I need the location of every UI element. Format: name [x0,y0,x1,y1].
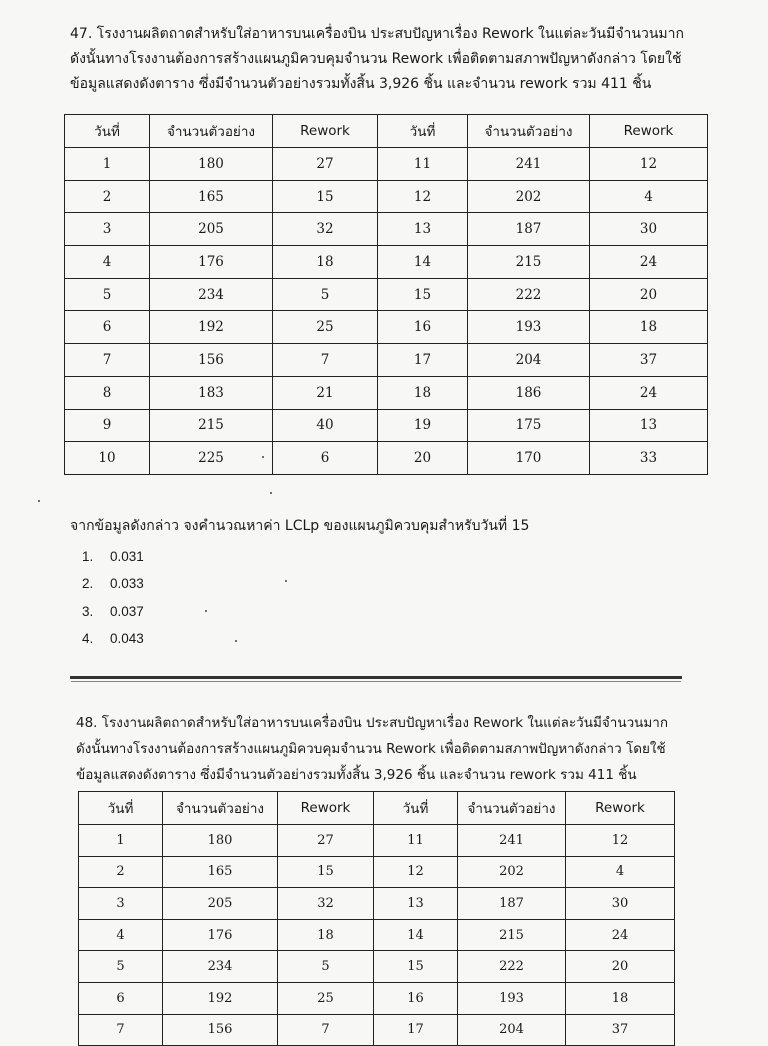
table-cell: 215 [458,919,566,951]
scan-speck [235,640,237,642]
table-cell: 8 [65,376,150,409]
answer-choice [82,576,144,603]
table-row [79,951,675,983]
table-cell: 16 [378,311,468,344]
table-cell: 12 [378,180,468,213]
table-row [79,1014,675,1046]
table-cell: 165 [163,856,278,888]
question-48-table [78,791,675,1046]
table-row [65,278,708,311]
table-row [65,246,708,279]
table-cell: 15 [378,278,468,311]
table-cell: 13 [374,888,458,920]
table-cell: 186 [468,376,590,409]
table-cell: 5 [273,278,378,311]
table-cell: 14 [378,246,468,279]
question-48-table-header [79,792,675,825]
answer-choice [82,631,144,658]
table-cell: 21 [273,376,378,409]
column-header: Rework [590,115,708,148]
table-cell: 4 [566,856,675,888]
column-header: จำนวนตัวอย่าง [150,115,273,148]
table-cell: 202 [458,856,566,888]
table-cell: 25 [273,311,378,344]
table-cell: 11 [374,825,458,857]
table-cell: 7 [65,344,150,377]
table-cell: 17 [374,1014,458,1046]
table-cell: 193 [458,982,566,1014]
question-47-table-body [65,148,708,475]
table-row [79,919,675,951]
choice-value: 0.031 [110,549,144,564]
table-cell: 27 [278,825,374,857]
answer-choice [82,549,144,576]
question-47-table-header [65,115,708,148]
table-cell: 18 [278,919,374,951]
table-cell: 20 [378,442,468,475]
table-cell: 24 [566,919,675,951]
table-cell: 1 [65,148,150,181]
table-cell: 170 [468,442,590,475]
table-cell: 215 [150,409,273,442]
table-cell: 5 [65,278,150,311]
table-cell: 2 [79,856,163,888]
table-cell: 18 [590,311,708,344]
section-divider [70,676,682,679]
choice-number: 2. [82,576,94,592]
table-row [79,856,675,888]
column-header: วันที่ [65,115,150,148]
table-cell: 6 [273,442,378,475]
question-47-prompt-text: จากข้อมูลดังกล่าว จงคำนวณหาค่า LCLp ของแผนภูมิควบคุมสำหรับวันที่ 15 [70,518,530,534]
table-cell: 15 [273,180,378,213]
table-cell: 241 [458,825,566,857]
choice-number: 1. [82,549,94,564]
table-cell: 156 [163,1014,278,1046]
table-cell: 6 [65,311,150,344]
scan-speck [270,492,272,494]
table-cell: 18 [378,376,468,409]
table-cell: 192 [150,311,273,344]
column-header: จำนวนตัวอย่าง [163,792,278,825]
table-cell: 20 [566,951,675,983]
choice-value: 0.037 [110,603,144,619]
table-cell: 180 [150,148,273,181]
table-cell: 24 [590,376,708,409]
table-cell: 12 [374,856,458,888]
table-cell: 30 [566,888,675,920]
table-cell: 156 [150,344,273,377]
table-row [65,148,708,181]
table-cell: 16 [374,982,458,1014]
table-cell: 30 [590,213,708,246]
table-row [65,213,708,246]
table-cell: 18 [273,246,378,279]
table-cell: 202 [468,180,590,213]
table-cell: 176 [150,246,273,279]
choice-number: 4. [82,630,94,646]
table-row [65,311,708,344]
table-cell: 234 [150,278,273,311]
table-cell: 7 [278,1014,374,1046]
scan-speck [205,610,207,612]
table-cell: 18 [566,982,675,1014]
table-cell: 193 [468,311,590,344]
question-47-line-1: 47. โรงงานผลิตถาดสำหรับใส่อาหารบนเครื่องบิน ประสบปัญหาเรื่อง Rework ในแต่ละวันมีจำนวนมาก [70,26,684,42]
column-header: Rework [566,792,675,825]
table-cell: 19 [378,409,468,442]
table-cell: 14 [374,919,458,951]
column-header: จำนวนตัวอย่าง [458,792,566,825]
choice-number: 3. [82,603,94,619]
table-row [79,825,675,857]
answer-choice [82,604,144,631]
question-47-table [64,114,708,475]
table-row [65,344,708,377]
table-cell: 215 [468,246,590,279]
table-cell: 176 [163,919,278,951]
table-cell: 234 [163,951,278,983]
question-48-table-body [79,825,675,1046]
column-header: จำนวนตัวอย่าง [468,115,590,148]
column-header: Rework [278,792,374,825]
table-cell: 11 [378,148,468,181]
table-cell: 187 [458,888,566,920]
table-cell: 1 [79,825,163,857]
question-47-choices [82,549,144,658]
table-cell: 12 [566,825,675,857]
table-cell: 24 [590,246,708,279]
table-cell: 183 [150,376,273,409]
table-cell: 20 [590,278,708,311]
table-cell: 15 [374,951,458,983]
table-cell: 4 [79,919,163,951]
table-cell: 6 [79,982,163,1014]
question-48-text [76,710,726,788]
question-47-text [70,22,720,97]
table-cell: 4 [65,246,150,279]
question-47-prompt [70,515,710,537]
table-cell: 241 [468,148,590,181]
table-cell: 17 [378,344,468,377]
question-48-line-2: ดังนั้นทางโรงงานต้องการสร้างแผนภูมิควบคุมจำนวน Rework เพื่อติดตามสภาพปัญหาดังกล่าว โดยใช้ [76,741,666,757]
table-cell: 4 [590,180,708,213]
question-48-line-3: ข้อมูลแสดงดังตาราง ซึ่งมีจำนวนตัวอย่างรวมทั้งสิ้น 3,926 ชิ้น และจำนวน rework รวม 411 ชิ้น [76,767,637,783]
table-cell: 180 [163,825,278,857]
table-cell: 222 [468,278,590,311]
scan-speck [38,500,40,502]
table-cell: 2 [65,180,150,213]
table-cell: 27 [273,148,378,181]
table-cell: 32 [273,213,378,246]
table-cell: 13 [590,409,708,442]
table-cell: 175 [468,409,590,442]
column-header: Rework [273,115,378,148]
choice-value: 0.043 [110,630,144,646]
table-cell: 205 [150,213,273,246]
table-cell: 37 [566,1014,675,1046]
table-row [65,409,708,442]
table-cell: 192 [163,982,278,1014]
column-header: วันที่ [374,792,458,825]
choice-value: 0.033 [110,576,144,592]
scan-speck [285,580,287,582]
table-cell: 5 [278,951,374,983]
table-cell: 204 [458,1014,566,1046]
table-cell: 7 [79,1014,163,1046]
table-cell: 7 [273,344,378,377]
table-cell: 5 [79,951,163,983]
table-row [65,442,708,475]
table-cell: 25 [278,982,374,1014]
scan-speck [262,456,264,458]
table-cell: 13 [378,213,468,246]
table-cell: 15 [278,856,374,888]
table-row [79,982,675,1014]
table-cell: 187 [468,213,590,246]
column-header: วันที่ [378,115,468,148]
table-cell: 3 [65,213,150,246]
table-cell: 12 [590,148,708,181]
table-cell: 204 [468,344,590,377]
table-cell: 222 [458,951,566,983]
question-47-line-3: ข้อมูลแสดงดังตาราง ซึ่งมีจำนวนตัวอย่างรวมทั้งสิ้น 3,926 ชิ้น และจำนวน rework รวม 411 ชิ้น [70,76,652,92]
table-row [65,376,708,409]
table-cell: 33 [590,442,708,475]
question-47-line-2: ดังนั้นทางโรงงานต้องการสร้างแผนภูมิควบคุมจำนวน Rework เพื่อติดตามสภาพปัญหาดังกล่าว โดยใช้ [70,51,682,67]
table-cell: 9 [65,409,150,442]
table-cell: 165 [150,180,273,213]
table-cell: 32 [278,888,374,920]
column-header: วันที่ [79,792,163,825]
question-48-line-1: 48. โรงงานผลิตถาดสำหรับใส่อาหารบนเครื่องบิน ประสบปัญหาเรื่อง Rework ในแต่ละวันมีจำนวนมาก [76,715,669,731]
table-cell: 40 [273,409,378,442]
table-cell: 10 [65,442,150,475]
table-row [79,888,675,920]
table-row [65,180,708,213]
table-cell: 37 [590,344,708,377]
table-cell: 225 [150,442,273,475]
table-cell: 3 [79,888,163,920]
table-cell: 205 [163,888,278,920]
